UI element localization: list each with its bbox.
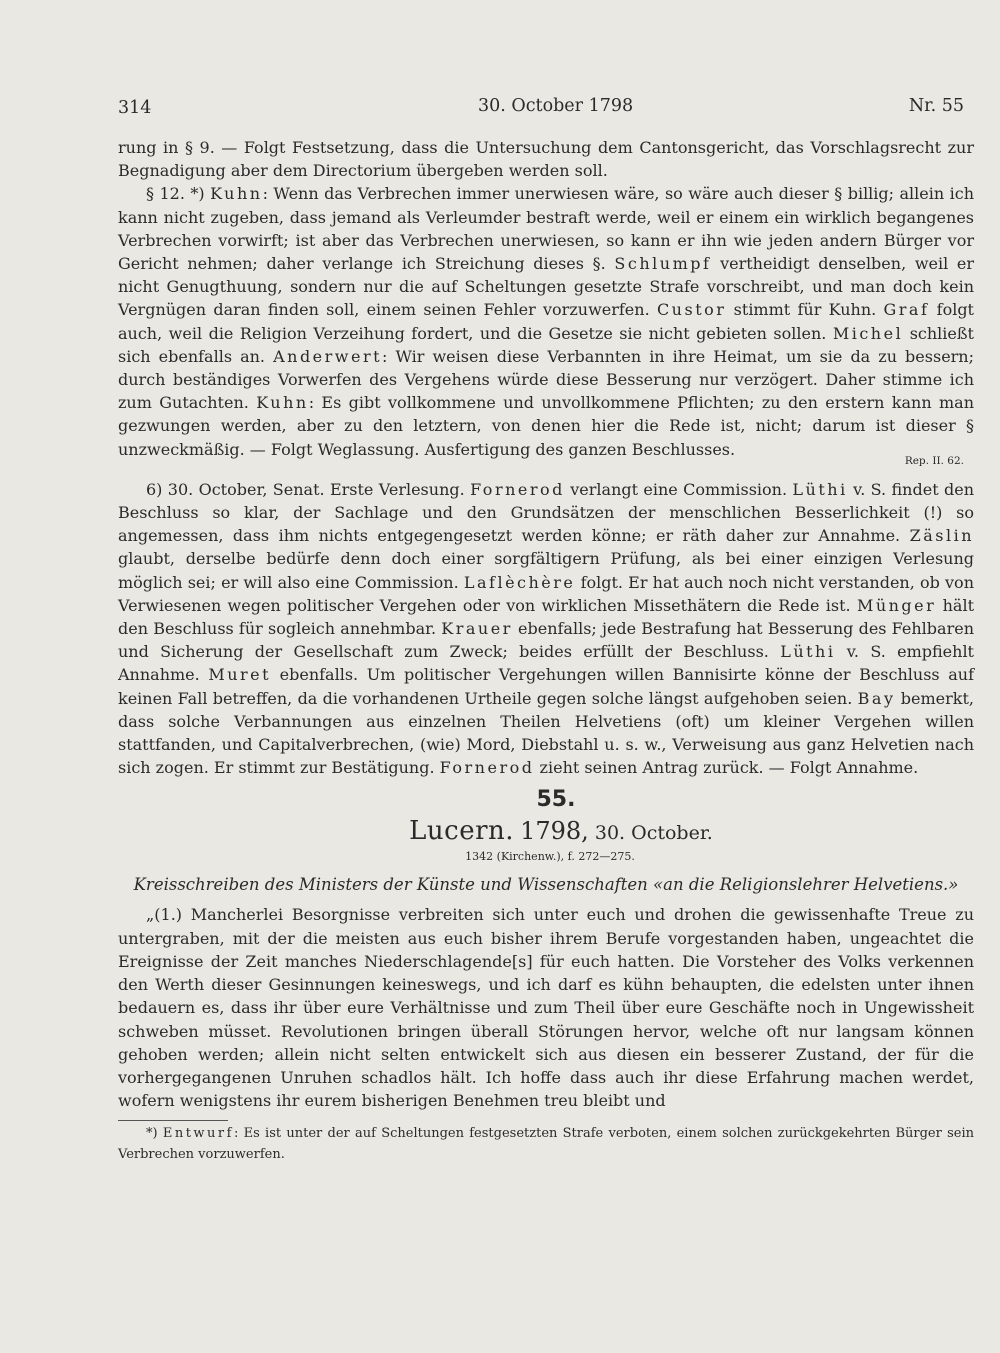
document-source: 1342 (Kirchenw.), f. 272—275. bbox=[465, 850, 635, 864]
speaker-name: Fornerod bbox=[439, 758, 535, 778]
text-run: hält den Beschluss für sogleich annehmbar. bbox=[118, 595, 975, 639]
text-run: zieht seinen Antrag zurück. — Folgt Annahme. bbox=[534, 758, 919, 778]
document-heading bbox=[118, 873, 974, 897]
speaker-name: Michel bbox=[832, 323, 904, 343]
speaker-name: Kuhn bbox=[256, 393, 309, 413]
text-run: ebenfalls. Um politischer Vergehungen willen Bannisirte könne der Beschluss auf keinen Fall betreffen, da die vorhandenen Urtheile gegen solche längst aufgehoben seien. bbox=[118, 665, 974, 708]
paragraph-senate bbox=[118, 478, 974, 780]
footnote-rule bbox=[118, 1120, 228, 1121]
text-run: 6) 30. October, Senat. Erste Verlesung. bbox=[146, 479, 471, 499]
text-run: glaubt, derselbe bedürfe denn doch einer sorgfältigern Prüfung, als bei einer einzigen Verlesung möglich sei; er will also eine Commission. bbox=[118, 549, 974, 592]
text-run: folgt. Er hat auch noch nicht verstanden, ob von Verwiesenen wegen politischer Vergehen oder von wirklichen Missethätern die Rede ist. bbox=[118, 572, 974, 615]
text-run: folgt auch, weil die Religion Verzeihung fordert, und die Gesetze sie nicht gebieten sollen. bbox=[118, 300, 974, 343]
footnote-label: Entwurf bbox=[162, 1126, 234, 1142]
speaker-name: Bay bbox=[857, 688, 896, 708]
document-year: 1798, bbox=[520, 817, 589, 846]
header-date: 30. October 1798 bbox=[478, 96, 634, 116]
page-header bbox=[118, 96, 970, 124]
text-run: bemerkt, dass solche Verbannungen aus einzelnen Theilen Helvetiens (oft) um kleiner Vergehen willen stattfanden, und Capitalverbrechen, (wie) Mord, Diebstahl u. s. w., Verweisung aus ganz Helvetien nach sich zogen. Er stimmt zur Bestätigung. bbox=[118, 688, 975, 778]
footnote bbox=[118, 1123, 974, 1165]
page-number: 314 bbox=[118, 98, 152, 118]
document-paragraph: „(1.) Mancherlei Besorgnisse verbreiten sich unter euch und drohen die gewissenhafte Treue zu untergraben, mit der die meisten aus euch bisher ihrem Berufe vorgestanden haben, ungeachtet die Ereignisse der Zeit manches Niederschlagende[s] für euch hatten. Die Vorsteher des Volks verkennen den Werth dieser Gesinnungen keineswegs, und ich darf es kühn behaupten, die edelsten unter ihnen bedauern es, dass ihr über eure Verhältnisse und zum Theil über eure Geschäfte noch in Ungewissheit schweben müsset. Revolutionen bringen überall Störungen hervor, welche oft nur langsam können gehoben werden; allein nicht selten entwickelt sich aus diesen ein besserer Zustand, der für die vorhergegangenen Unruhen schadlos hält. Ich hoffe dass auch ihr diese Erfahrung machen werdet, wofern wenigstens ihr eurem bisherigen Benehmen treu bleibt und bbox=[118, 905, 974, 1111]
text-run: v. S. findet den Beschluss so klar, der Sachlage und den Grundsätzen der menschlichen Besserlichkeit (!) so angemessen, dass ihm nichts entgegengesetzt werden könne; er räth daher zur Annahme. bbox=[118, 479, 975, 546]
text-run: : Wir weisen diese Verbannten in ihre Heimat, um sie da zu bessern; durch beständiges Vorwerfen des Vergehens würde diese Besserung nur verzögert. Daher stimme ich zum Gutachten. bbox=[118, 346, 975, 413]
speaker-name: Krauer bbox=[441, 619, 513, 639]
text-run: v. S. empfiehlt Annahme. bbox=[118, 642, 974, 685]
speaker-name: Graf bbox=[883, 300, 930, 320]
speaker-name: Lüthi bbox=[792, 479, 848, 499]
speaker-name: Münger bbox=[856, 595, 937, 615]
speaker-name: Lüthi bbox=[780, 642, 836, 662]
document-number: 55. bbox=[536, 787, 576, 813]
speaker-name: Laflèchère bbox=[463, 572, 576, 592]
text-run: vertheidigt denselben, weil er nicht Genugthuung, sondern nur die auf Scheltungen gesetzte Strafe vorschreibt, und man doch kein Vergnügen daran finden soll, einem seinen Fehler vorzuwerfen. bbox=[118, 254, 975, 320]
page-body bbox=[118, 136, 974, 1165]
paragraph-section-12 bbox=[118, 182, 974, 460]
text-run: stimmt für Kuhn. bbox=[726, 300, 884, 320]
repertory-reference: Rep. II. 62. bbox=[904, 454, 964, 467]
footnote-mark: *) bbox=[146, 1126, 163, 1142]
text-run: : Es gibt vollkommene und unvollkommene Pflichten; zu den erstern kann man gezwungen werden, aber zu den letztern, von denen hier die Rede ist, nicht; darum ist dieser § unzweckmäßig. — Folgt Weglassung. Ausfertigung des ganzen Beschlusses. bbox=[118, 393, 975, 459]
heading-quote: «an die Religionslehrer Helvetiens.» bbox=[653, 875, 959, 895]
speaker-name: Schlumpf bbox=[614, 254, 712, 274]
document-place: Lucern. bbox=[409, 816, 515, 847]
paragraph-continuation: rung in § 9. — Folgt Festsetzung, dass die Untersuchung dem Cantonsgericht, das Vorschlagsrecht zur Begnadigung aber dem Directorium übergeben werden soll. bbox=[118, 138, 974, 181]
footnote-text: : Es ist unter der auf Scheltungen festgesetzten Strafe verboten, einem solchen zurückgekehrten Bürger sein Verbrechen vorzuwerfen. bbox=[118, 1126, 974, 1163]
text-run: verlangt eine Commission. bbox=[564, 479, 793, 499]
heading-text: Kreisschreiben des Ministers der Künste und Wissenschaften bbox=[133, 875, 654, 895]
speaker-name: Kuhn bbox=[210, 184, 263, 204]
text-run: schließt sich ebenfalls an. bbox=[118, 323, 974, 366]
header-document-number: Nr. 55 bbox=[908, 96, 964, 116]
speaker-name: Anderwert bbox=[273, 346, 383, 366]
speaker-name: Fornerod bbox=[470, 479, 565, 499]
spacer bbox=[118, 467, 974, 478]
speaker-name: Zäslin bbox=[909, 526, 974, 546]
text-run: : Wenn das Verbrechen immer unerwiesen wäre, so wäre auch dieser § billig; allein ich kann nicht zugeben, dass jemand als Verleumder bestraft werde, weil er einem ein wirklich begangenes Verbrechen vorwirft; ist aber das Verbrechen unerwiesen, so kann er ihn wie jeden andern Bürger vor Gericht nehmen; daher verlange ich Streichung dieses §. bbox=[118, 184, 975, 274]
speaker-name: Custor bbox=[656, 300, 727, 320]
text-run: ebenfalls; jede Bestrafung hat Besserung des Fehlbaren und Sicherung der Gesellschaft zum Zweck; beides erfüllt der Beschluss. bbox=[118, 619, 974, 662]
document-title bbox=[148, 818, 974, 846]
text-run: § 12. *) bbox=[146, 184, 211, 204]
document-date: 30. October. bbox=[594, 822, 713, 845]
speaker-name: Muret bbox=[208, 665, 272, 685]
